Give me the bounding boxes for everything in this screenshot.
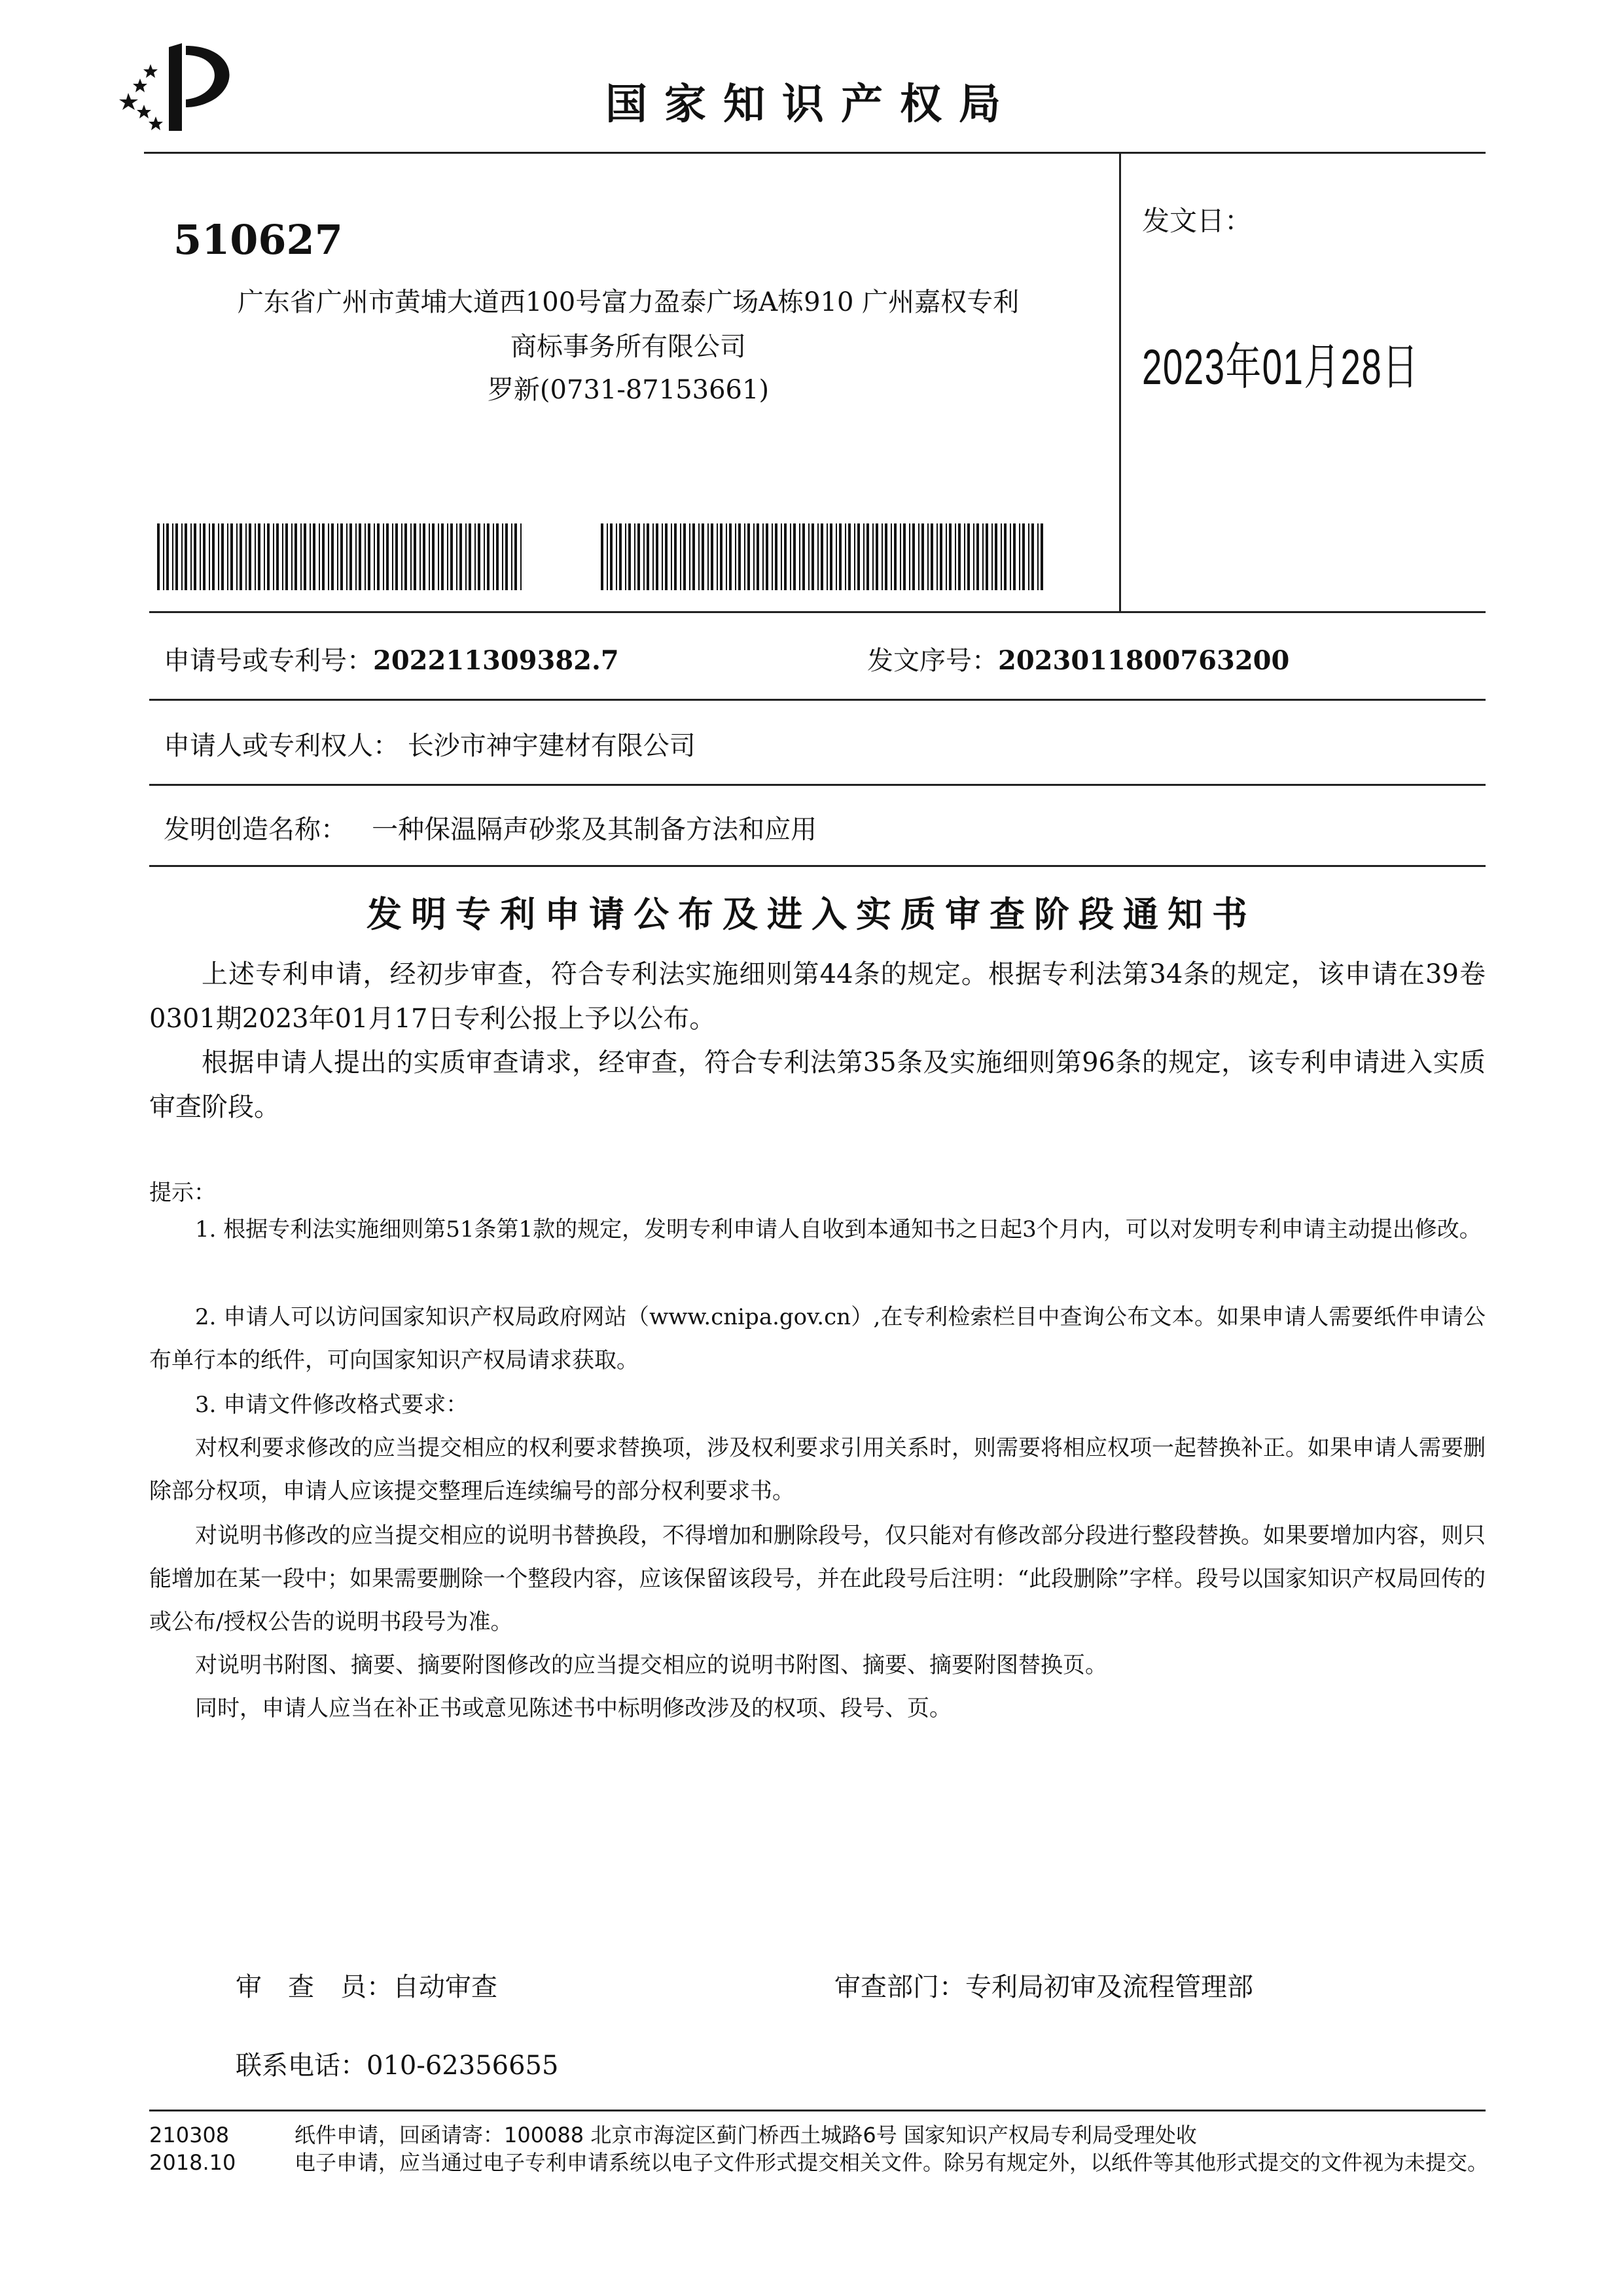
barcode-bar bbox=[203, 523, 205, 590]
barcode-bar bbox=[441, 523, 444, 590]
barcode-bar bbox=[310, 523, 311, 590]
barcode-bar bbox=[505, 523, 508, 590]
barcode-bar bbox=[285, 523, 288, 590]
barcode-bar bbox=[747, 523, 750, 590]
barcode-bar bbox=[827, 523, 828, 590]
postcode: 510627 bbox=[173, 216, 343, 264]
applicant-value: 长沙市神宇建材有限公司 bbox=[407, 731, 696, 761]
barcode-bar bbox=[830, 523, 832, 590]
barcode-bar bbox=[652, 523, 654, 590]
barcode-bar bbox=[744, 523, 745, 590]
barcode-bar bbox=[628, 523, 631, 590]
barcode-bar bbox=[163, 523, 164, 590]
barcode-bar bbox=[1001, 523, 1002, 590]
barcode-bar bbox=[249, 523, 251, 590]
barcode-bar bbox=[340, 523, 343, 590]
form-date: 2018.10 bbox=[149, 2150, 236, 2175]
barcode-bar bbox=[940, 523, 942, 590]
barcode-bar bbox=[212, 523, 215, 590]
barcode-bar bbox=[607, 523, 608, 590]
barcode-bar bbox=[383, 523, 384, 590]
notice-title: 发明专利申请公布及进入实质审查阶段通知书 bbox=[366, 894, 1257, 935]
barcode-bar bbox=[964, 523, 965, 590]
barcode-bar bbox=[702, 523, 704, 590]
barcode-bar bbox=[478, 523, 480, 590]
barcode-bar bbox=[720, 523, 722, 590]
barcode-bar bbox=[680, 523, 681, 590]
barcode-bar bbox=[221, 523, 224, 590]
barcode-bar bbox=[876, 523, 878, 590]
contact-phone: 联系电话：010-62356655 bbox=[236, 2051, 559, 2081]
barcode-bar bbox=[921, 523, 924, 590]
barcode-bar bbox=[698, 523, 700, 590]
barcode-bar bbox=[1022, 523, 1025, 590]
barcode-bar bbox=[781, 523, 782, 590]
barcode-bar bbox=[230, 523, 233, 590]
barcode-bar bbox=[976, 523, 979, 590]
barcode-bar bbox=[882, 523, 883, 590]
barcode-bar bbox=[294, 523, 297, 590]
barcode-bar bbox=[1013, 523, 1016, 590]
contact-line: 罗新(0731-87153661) bbox=[487, 375, 770, 405]
notice-paragraph: 上述专利申请，经初步审查，符合专利法实施细则第44条的规定。根据专利法第34条的规定，该申请在39卷0301期2023年01月17日专利公报上予以公布。 bbox=[149, 959, 1486, 1034]
barcode-bar bbox=[496, 523, 499, 590]
barcode-bar bbox=[258, 523, 260, 590]
barcode-bar bbox=[903, 523, 906, 590]
barcode-bar bbox=[839, 523, 842, 590]
barcode-bar bbox=[423, 523, 425, 590]
barcode-bar bbox=[909, 523, 910, 590]
barcode-bar bbox=[511, 523, 512, 590]
barcode-bar bbox=[432, 523, 435, 590]
barcode-bar bbox=[1019, 523, 1020, 590]
hint-item: 2. 申请人可以访问国家知识产权局政府网站（www.cnipa.gov.cn）,在专利检索栏目中查询公布文本。如果申请人需要纸件申请公布单行本的纸件，可向国家知识产权局请求获取。 bbox=[149, 1304, 1486, 1373]
barcode-bar bbox=[912, 523, 915, 590]
barcode-bar bbox=[863, 523, 865, 590]
barcode-bar bbox=[986, 523, 988, 590]
barcode-bar bbox=[619, 523, 622, 590]
barcode-bar bbox=[236, 523, 238, 590]
hint-item: 1. 根据专利法实施细则第51条第1款的规定，发明专利申请人自收到本通知书之日起3个月内，可以对发明专利申请主动提出修改。 bbox=[195, 1216, 1482, 1243]
barcode-bar bbox=[647, 523, 649, 590]
barcode-bar bbox=[276, 523, 279, 590]
barcode-bar bbox=[456, 523, 457, 590]
barcode-bar bbox=[927, 523, 929, 590]
barcode-bar bbox=[245, 523, 247, 590]
barcode-bar bbox=[484, 523, 485, 590]
barcode-bar bbox=[662, 523, 663, 590]
barcode-bar bbox=[291, 523, 293, 590]
barcode-bar bbox=[410, 523, 412, 590]
barcode-bar bbox=[227, 523, 228, 590]
barcode-bar bbox=[1010, 523, 1011, 590]
notice-paragraph: 根据申请人提出的实质审查请求，经审查，符合专利法第35条及实施细则第96条的规定，该专利申请进入实质审查阶段。 bbox=[149, 1048, 1486, 1122]
barcode-bar bbox=[955, 523, 956, 590]
barcode-bar bbox=[349, 523, 352, 590]
document-serial-number bbox=[867, 640, 1289, 677]
barcode-bar bbox=[300, 523, 302, 590]
barcode-bar bbox=[738, 523, 741, 590]
barcode-bar bbox=[900, 523, 901, 590]
barcode-bar bbox=[368, 523, 370, 590]
hints-title: 提示： bbox=[149, 1180, 216, 1206]
barcode-bar bbox=[802, 523, 805, 590]
footer-line: 纸件申请，回函请寄：100088 北京市海淀区蓟门桥西土城路6号 国家知识产权局专利局受理处收 bbox=[294, 2123, 1197, 2147]
barcode-bar bbox=[982, 523, 984, 590]
barcode-bar bbox=[459, 523, 462, 590]
barcode-bar bbox=[817, 523, 819, 590]
barcode-bar bbox=[355, 523, 357, 590]
barcode-bar bbox=[848, 523, 851, 590]
examiner: 审 查 员：自动审查 bbox=[236, 1972, 497, 2002]
barcode-bar bbox=[616, 523, 617, 590]
barcode-bar bbox=[958, 523, 961, 590]
barcode-bar bbox=[729, 523, 732, 590]
barcode-bar bbox=[812, 523, 814, 590]
barcode-bar bbox=[487, 523, 490, 590]
barcode-bar bbox=[753, 523, 755, 590]
barcode-bar bbox=[735, 523, 736, 590]
serial-number-value: 2023011800763200 bbox=[998, 645, 1290, 676]
barcode-bar bbox=[377, 523, 380, 590]
field-divider bbox=[149, 699, 1486, 701]
barcode-bar bbox=[799, 523, 800, 590]
barcode-bar bbox=[404, 523, 407, 590]
barcode-bar bbox=[1037, 523, 1039, 590]
barcode-bar bbox=[175, 523, 178, 590]
barcode-bar bbox=[772, 523, 773, 590]
barcode-bar bbox=[967, 523, 970, 590]
barcode-bar bbox=[995, 523, 997, 590]
barcode-bar bbox=[166, 523, 169, 590]
barcode-bar bbox=[665, 523, 668, 590]
barcode-bar bbox=[757, 523, 759, 590]
office-name: 国家知识产权局 bbox=[605, 80, 1018, 129]
invention-title bbox=[164, 809, 817, 846]
barcode-bar bbox=[1028, 523, 1029, 590]
header-divider bbox=[144, 152, 1486, 154]
barcode-bar bbox=[346, 523, 348, 590]
barcode-bar bbox=[386, 523, 389, 590]
barcode-bar bbox=[331, 523, 334, 590]
form-code: 210308 bbox=[149, 2123, 230, 2147]
field-divider bbox=[149, 865, 1486, 867]
barcode-bar bbox=[359, 523, 361, 590]
application-number-label: 申请号或专利号： bbox=[164, 646, 373, 676]
barcode-bar bbox=[762, 523, 764, 590]
barcode-bar bbox=[656, 523, 658, 590]
barcode-bar bbox=[918, 523, 919, 590]
barcode-bar bbox=[273, 523, 274, 590]
footer-divider bbox=[149, 2110, 1486, 2111]
applicant bbox=[164, 725, 696, 762]
barcode-bar bbox=[610, 523, 613, 590]
barcode-bar bbox=[1031, 523, 1034, 590]
barcode-bar bbox=[414, 523, 416, 590]
hint-subitem: 对说明书修改的应当提交相应的说明书替换段，不得增加和删除段号，仅只能对有修改部分段进行整段替换。如果要增加内容，则只能增加在某一段中；如果需要删除一个整段内容，应该保留该段号，并在此段号后注明：“此段删除”字样。段号以国家知识产权局回传的或公布/授权公告的说明书段号为准。 bbox=[149, 1523, 1486, 1635]
invention-label: 发明创造名称： bbox=[164, 815, 347, 845]
barcode-bar bbox=[683, 523, 686, 590]
barcode-bar bbox=[885, 523, 887, 590]
barcode-bar bbox=[784, 523, 787, 590]
barcode-bar bbox=[1004, 523, 1007, 590]
barcode-bar bbox=[465, 523, 467, 590]
barcode-bar bbox=[692, 523, 695, 590]
barcode bbox=[157, 523, 524, 590]
barcode-bar bbox=[267, 523, 270, 590]
barcode-bar bbox=[643, 523, 645, 590]
address-divider bbox=[149, 611, 1486, 613]
barcode-bar bbox=[671, 523, 672, 590]
barcode-bar bbox=[395, 523, 398, 590]
barcode-bar bbox=[365, 523, 366, 590]
barcode-bar bbox=[726, 523, 727, 590]
barcode-bar bbox=[194, 523, 196, 590]
barcode bbox=[601, 523, 1046, 590]
barcode-bar bbox=[240, 523, 242, 590]
hint-subitem: 同时，申请人应当在补正书或意见陈述书中标明修改涉及的权项、段号、页。 bbox=[195, 1695, 952, 1722]
barcode-bar bbox=[328, 523, 329, 590]
barcode-bar bbox=[502, 523, 503, 590]
field-divider bbox=[149, 784, 1486, 786]
barcode-bar bbox=[872, 523, 874, 590]
barcode-bar bbox=[634, 523, 635, 590]
hint-item: 3. 申请文件修改格式要求： bbox=[195, 1392, 469, 1418]
barcode-bar bbox=[894, 523, 897, 590]
barcode-bar bbox=[711, 523, 713, 590]
application-number-value: 202211309382.7 bbox=[373, 645, 619, 676]
barcode-bar bbox=[469, 523, 471, 590]
barcode-bar bbox=[157, 523, 160, 590]
barcode-bar bbox=[857, 523, 860, 590]
barcode-bar bbox=[637, 523, 640, 590]
barcode-bar bbox=[264, 523, 265, 590]
barcode-bar bbox=[973, 523, 974, 590]
hint-subitem: 对权利要求修改的应当提交相应的权利要求替换项，涉及权利要求引用关系时，则需要将相应权项一起替换补正。如果申请人需要删除部分权项，申请人应该提交整理后连续编号的部分权利要求书。 bbox=[149, 1435, 1486, 1504]
issue-date-value: 2023年01月28日 bbox=[1142, 340, 1419, 395]
barcode-bar bbox=[200, 523, 201, 590]
barcode-bar bbox=[401, 523, 402, 590]
barcode-bar bbox=[845, 523, 846, 590]
barcode-bar bbox=[866, 523, 869, 590]
barcode-bar bbox=[255, 523, 256, 590]
barcode-bar bbox=[766, 523, 768, 590]
barcode-bar bbox=[674, 523, 677, 590]
barcode-bar bbox=[775, 523, 777, 590]
application-number bbox=[164, 640, 619, 677]
barcode-bar bbox=[181, 523, 183, 590]
barcode-bar bbox=[707, 523, 709, 590]
barcode-bar bbox=[322, 523, 325, 590]
barcode-bar bbox=[419, 523, 421, 590]
barcode-bar bbox=[625, 523, 626, 590]
barcode-bar bbox=[190, 523, 192, 590]
barcode-bar bbox=[304, 523, 306, 590]
issue-date-label: 发文日： bbox=[1142, 205, 1253, 237]
barcode-bar bbox=[991, 523, 993, 590]
address-line: 广东省广州市黄埔大道西100号富力盈泰广场A栋910 广州嘉权专利 bbox=[237, 287, 1020, 317]
barcode-bar bbox=[209, 523, 210, 590]
barcode-bar bbox=[931, 523, 933, 590]
barcode-bar bbox=[946, 523, 947, 590]
barcode-bar bbox=[1041, 523, 1043, 590]
address-line: 商标事务所有限公司 bbox=[510, 332, 746, 362]
footer-line: 电子申请，应当通过电子专利申请系统以电子文件形式提交相关文件。除另有规定外，以纸件等其他形式提交的文件视为未提交。 bbox=[294, 2150, 1489, 2175]
barcode-bar bbox=[429, 523, 430, 590]
barcode-bar bbox=[447, 523, 448, 590]
barcode-bar bbox=[474, 523, 476, 590]
barcode-bar bbox=[185, 523, 187, 590]
barcode-bar bbox=[514, 523, 517, 590]
barcode-bar bbox=[836, 523, 837, 590]
barcode-bar bbox=[689, 523, 690, 590]
barcode-bar bbox=[936, 523, 938, 590]
barcode-bar bbox=[450, 523, 453, 590]
barcode-bar bbox=[438, 523, 439, 590]
barcode-bar bbox=[282, 523, 283, 590]
barcode-bar bbox=[949, 523, 952, 590]
barcode-bar bbox=[520, 523, 522, 590]
barcode-bar bbox=[493, 523, 494, 590]
barcode-bar bbox=[790, 523, 791, 590]
barcode-bar bbox=[392, 523, 393, 590]
barcode-bar bbox=[319, 523, 320, 590]
barcode-bar bbox=[793, 523, 796, 590]
applicant-label: 申请人或专利权人： bbox=[164, 731, 399, 761]
barcode-bar bbox=[374, 523, 375, 590]
date-column-divider bbox=[1119, 152, 1121, 611]
barcode-bar bbox=[172, 523, 173, 590]
hint-subitem: 对说明书附图、摘要、摘要附图修改的应当提交相应的说明书附图、摘要、摘要附图替换页。 bbox=[195, 1652, 1107, 1678]
barcode-bar bbox=[218, 523, 219, 590]
barcode-bar bbox=[601, 523, 603, 590]
examining-department: 审查部门：专利局初审及流程管理部 bbox=[834, 1972, 1253, 2002]
barcode-bar bbox=[717, 523, 718, 590]
barcode-bar bbox=[337, 523, 338, 590]
barcode-bar bbox=[854, 523, 855, 590]
barcode-bar bbox=[821, 523, 823, 590]
barcode-bar bbox=[891, 523, 892, 590]
barcode-bar bbox=[808, 523, 810, 590]
barcode-bar bbox=[313, 523, 315, 590]
invention-value: 一种保温隔声砂浆及其制备方法和应用 bbox=[372, 815, 817, 845]
serial-number-label: 发文序号： bbox=[867, 646, 998, 676]
